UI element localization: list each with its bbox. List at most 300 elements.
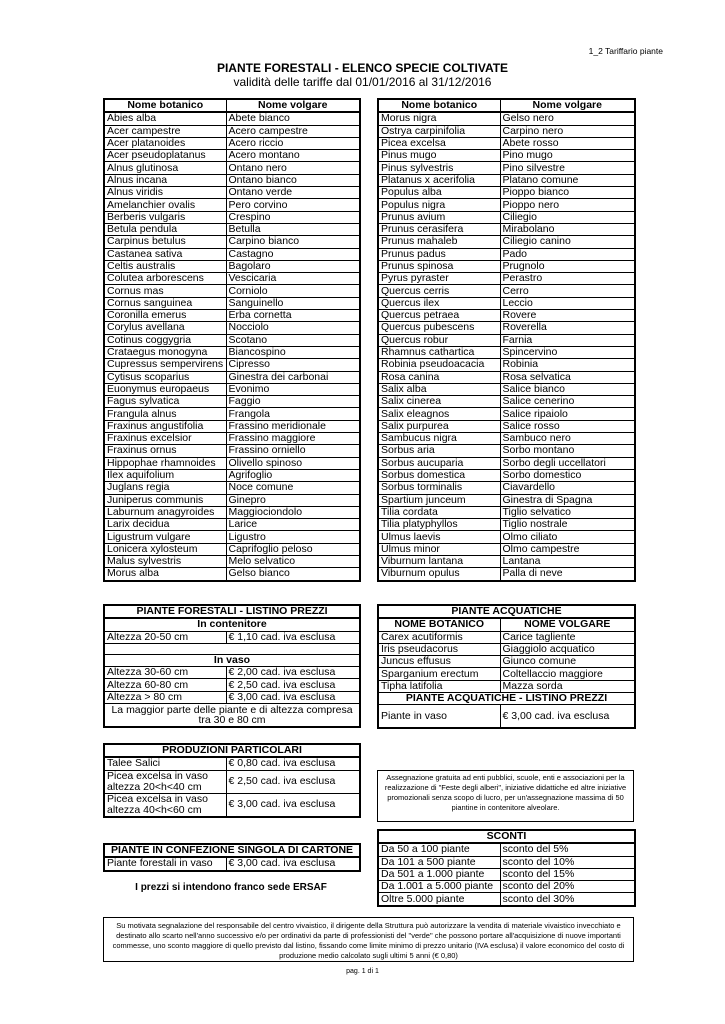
common-name: Ciavardello <box>500 482 635 494</box>
table-row <box>104 187 360 199</box>
common-name: Roverella <box>500 322 635 334</box>
table-row <box>378 843 635 856</box>
common-name: Tiglio selvatico <box>500 506 635 518</box>
botanical-name: Prunus avium <box>378 211 500 223</box>
botanical-name: Sparganium erectum <box>378 668 500 680</box>
product-label: Picea excelsa in vaso altezza 20<h<40 cm <box>104 770 226 793</box>
table-row <box>104 679 360 691</box>
common-name: Prugnolo <box>500 260 635 272</box>
botanical-name: Acer pseudoplatanus <box>104 150 226 162</box>
common-name: Frangola <box>226 408 360 420</box>
table-row <box>104 396 360 408</box>
table-row <box>378 211 635 223</box>
table-row <box>104 334 360 346</box>
botanical-name: Fraxinus excelsior <box>104 433 226 445</box>
common-name: Vescicaria <box>226 273 360 285</box>
common-name: Ontano verde <box>226 187 360 199</box>
table-row <box>104 793 360 817</box>
column-header-botanical: NOME BOTANICO <box>378 618 500 631</box>
product-label: Piante in vaso <box>378 705 500 729</box>
botanical-name: Tipha latifolia <box>378 680 500 692</box>
common-name: Giaggiolo acquatico <box>500 643 635 655</box>
common-name: Ginestra di Spagna <box>500 494 635 506</box>
common-name: Rosa selvatica <box>500 371 635 383</box>
botanical-name: Alnus incana <box>104 174 226 186</box>
table-row <box>104 420 360 432</box>
table-row <box>104 568 360 581</box>
table-row <box>378 643 635 655</box>
page-subtitle: validità delle tariffe dal 01/01/2016 al 31/12/2016 <box>233 75 492 89</box>
document-reference: 1_2 Tariffario piante <box>588 46 663 56</box>
table-row <box>104 162 360 174</box>
table-row <box>378 248 635 260</box>
botanical-name: Corylus avellana <box>104 322 226 334</box>
product-label: Piante forestali in vaso <box>104 857 226 870</box>
table-row <box>104 273 360 285</box>
aquatic-title: PIANTE ACQUATICHE <box>378 605 635 618</box>
table-row <box>378 420 635 432</box>
botanical-name: Castanea sativa <box>104 248 226 260</box>
botanical-name: Acer campestre <box>104 125 226 137</box>
table-row <box>104 383 360 395</box>
botanical-name: Juglans regia <box>104 482 226 494</box>
common-name: Corniolo <box>226 285 360 297</box>
common-name: Sorbo degli uccellatori <box>500 457 635 469</box>
botanical-name: Sorbus torminalis <box>378 482 500 494</box>
aquatic-plants-table <box>377 604 636 729</box>
common-name: Ginepro <box>226 494 360 506</box>
spacer <box>104 643 360 654</box>
botanical-name: Laburnum anagyroides <box>104 506 226 518</box>
table-row <box>378 150 635 162</box>
botanical-name: Pinus sylvestris <box>378 162 500 174</box>
common-name: Cerro <box>500 285 635 297</box>
species-table-right <box>377 98 636 582</box>
botanical-name: Sambucus nigra <box>378 433 500 445</box>
common-name: Melo selvatico <box>226 555 360 567</box>
table-row <box>104 543 360 555</box>
table-row <box>378 285 635 297</box>
common-name: Salice bianco <box>500 383 635 395</box>
table-row <box>378 396 635 408</box>
table-row <box>378 322 635 334</box>
botanical-name: Pinus mugo <box>378 150 500 162</box>
botanical-name: Acer platanoides <box>104 137 226 149</box>
pot-section-title: In vaso <box>104 654 360 666</box>
table-row <box>104 150 360 162</box>
common-name: Ligustro <box>226 531 360 543</box>
botanical-name: Fagus sylvatica <box>104 396 226 408</box>
forest-price-list-table <box>103 604 361 728</box>
table-row <box>378 531 635 543</box>
common-name: Frassino maggiore <box>226 433 360 445</box>
table-row <box>378 359 635 371</box>
discounts-title: SCONTI <box>378 830 635 843</box>
table-row <box>104 137 360 149</box>
common-name: Betulla <box>226 223 360 235</box>
quantity-range: Da 50 a 100 piante <box>378 843 500 856</box>
common-name: Frassino meridionale <box>226 420 360 432</box>
column-header-common: Nome volgare <box>226 99 360 112</box>
table-row <box>378 881 635 893</box>
common-name: Mazza sorda <box>500 680 635 692</box>
table-row <box>104 667 360 679</box>
common-name: Olmo ciliato <box>500 531 635 543</box>
botanical-name: Robinia pseudoacacia <box>378 359 500 371</box>
column-header-botanical: Nome botanico <box>104 99 226 112</box>
botanical-name: Rhamnus cathartica <box>378 346 500 358</box>
botanical-name: Salix eleagnos <box>378 408 500 420</box>
botanical-name: Morus alba <box>104 568 226 581</box>
table-row <box>378 543 635 555</box>
botanical-name: Amelanchier ovalis <box>104 199 226 211</box>
common-name: Evonimo <box>226 383 360 395</box>
botanical-name: Alnus glutinosa <box>104 162 226 174</box>
botanical-name: Platanus x acerifolia <box>378 174 500 186</box>
common-name: Lantana <box>500 555 635 567</box>
common-name: Sorbo domestico <box>500 469 635 481</box>
botanical-name: Tilia cordata <box>378 506 500 518</box>
botanical-name: Hippophae rhamnoides <box>104 457 226 469</box>
botanical-name: Abies alba <box>104 112 226 125</box>
page-title: PIANTE FORESTALI - ELENCO SPECIE COLTIVATE <box>216 61 509 75</box>
botanical-name: Quercus robur <box>378 334 500 346</box>
table-row <box>104 857 360 870</box>
common-name: Carice tagliente <box>500 631 635 643</box>
botanical-name: Ulmus minor <box>378 543 500 555</box>
table-row <box>378 260 635 272</box>
common-name: Pioppo nero <box>500 199 635 211</box>
table-row <box>104 408 360 420</box>
table-row <box>378 555 635 567</box>
botanical-name: Malus sylvestris <box>104 555 226 567</box>
common-name: Ciliegio canino <box>500 236 635 248</box>
table-row <box>104 519 360 531</box>
common-name: Acero riccio <box>226 137 360 149</box>
common-name: Noce comune <box>226 482 360 494</box>
table-row <box>104 433 360 445</box>
common-name: Spincervino <box>500 346 635 358</box>
common-name: Olmo campestre <box>500 543 635 555</box>
botanical-name: Colutea arborescens <box>104 273 226 285</box>
common-name: Sorbo montano <box>500 445 635 457</box>
botanical-name: Cornus mas <box>104 285 226 297</box>
carton-title: PIANTE IN CONFEZIONE SINGOLA DI CARTONE <box>104 844 360 857</box>
botanical-name: Prunus padus <box>378 248 500 260</box>
table-row <box>378 656 635 668</box>
common-name: Robinia <box>500 359 635 371</box>
table-row <box>104 322 360 334</box>
botanical-name: Spartium junceum <box>378 494 500 506</box>
common-name: Larice <box>226 519 360 531</box>
table-row <box>378 868 635 880</box>
botanical-name: Berberis vulgaris <box>104 211 226 223</box>
common-name: Leccio <box>500 297 635 309</box>
botanical-name: Tilia platyphyllos <box>378 519 500 531</box>
free-assignment-note: Assegnazione gratuita ad enti pubblici, scuole, enti e associazioni per la realizzazione di "Feste degli alberi", iniziative didattiche ed altre iniziative promozionali senza scopo di lucro, per un'assegnazione massima di 50 piantine in contenitore alveolare. <box>377 770 634 822</box>
botanical-name: Carex acutiformis <box>378 631 500 643</box>
table-row <box>378 506 635 518</box>
botanical-name: Coronilla emerus <box>104 310 226 322</box>
botanical-name: Salix alba <box>378 383 500 395</box>
common-name: Agrifoglio <box>226 469 360 481</box>
common-name: Pioppo bianco <box>500 187 635 199</box>
table-row <box>378 705 635 729</box>
page-number: pag. 1 di 1 <box>346 968 379 975</box>
table-row <box>378 494 635 506</box>
table-row <box>378 668 635 680</box>
botanical-name: Populus alba <box>378 187 500 199</box>
table-row <box>104 482 360 494</box>
size-label: Altezza 30-60 cm <box>104 667 226 679</box>
table-row <box>378 236 635 248</box>
product-label: Talee Salici <box>104 757 226 770</box>
price-value: € 2,50 cad. iva esclusa <box>226 770 360 793</box>
table-row <box>378 469 635 481</box>
table-row <box>378 137 635 149</box>
common-name: Ontano bianco <box>226 174 360 186</box>
common-name: Carpino nero <box>500 125 635 137</box>
carton-table <box>103 843 361 872</box>
table-row <box>104 199 360 211</box>
table-row <box>378 371 635 383</box>
botanical-name: Quercus pubescens <box>378 322 500 334</box>
common-name: Erba cornetta <box>226 310 360 322</box>
botanical-name: Quercus cerris <box>378 285 500 297</box>
botanical-name: Ligustrum vulgare <box>104 531 226 543</box>
price-value: € 3,00 cad. iva esclusa <box>500 705 635 729</box>
table-row <box>104 469 360 481</box>
quantity-range: Oltre 5.000 piante <box>378 893 500 906</box>
table-row <box>378 223 635 235</box>
discount-value: sconto del 10% <box>500 856 635 868</box>
common-name: Tiglio nostrale <box>500 519 635 531</box>
botanical-name: Salix cinerea <box>378 396 500 408</box>
special-production-title: PRODUZIONI PARTICOLARI <box>104 744 360 757</box>
common-name: Sanguinello <box>226 297 360 309</box>
botanical-name: Morus nigra <box>378 112 500 125</box>
botanical-name: Prunus cerasifera <box>378 223 500 235</box>
common-name: Pero corvino <box>226 199 360 211</box>
botanical-name: Rosa canina <box>378 371 500 383</box>
botanical-name: Larix decidua <box>104 519 226 531</box>
table-row <box>378 199 635 211</box>
botanical-name: Prunus spinosa <box>378 260 500 272</box>
botanical-name: Ilex aquifolium <box>104 469 226 481</box>
botanical-name: Ulmus laevis <box>378 531 500 543</box>
botanical-name: Lonicera xylosteum <box>104 543 226 555</box>
product-label: Picea excelsa in vaso altezza 40<h<60 cm <box>104 793 226 817</box>
discount-value: sconto del 20% <box>500 881 635 893</box>
table-row <box>104 223 360 235</box>
common-name: Giunco comune <box>500 656 635 668</box>
table-row <box>378 297 635 309</box>
common-name: Maggiociondolo <box>226 506 360 518</box>
discounts-table <box>377 829 636 907</box>
common-name: Mirabolano <box>500 223 635 235</box>
container-section-title: In contenitore <box>104 618 360 631</box>
common-name: Abete bianco <box>226 112 360 125</box>
table-row <box>378 631 635 643</box>
botanical-name: Cotinus coggygria <box>104 334 226 346</box>
botanical-name: Quercus ilex <box>378 297 500 309</box>
botanical-name: Prunus mahaleb <box>378 236 500 248</box>
price-value: € 2,50 cad. iva esclusa <box>226 679 360 691</box>
table-row <box>378 568 635 581</box>
table-row <box>104 691 360 703</box>
table-row <box>104 297 360 309</box>
botanical-name: Fraxinus angustifolia <box>104 420 226 432</box>
botanical-name: Ostrya carpinifolia <box>378 125 500 137</box>
common-name: Castagno <box>226 248 360 260</box>
price-value: € 1,10 cad. iva esclusa <box>226 631 360 643</box>
common-name: Salice rosso <box>500 420 635 432</box>
table-row <box>104 174 360 186</box>
table-row <box>378 273 635 285</box>
botanical-name: Salix purpurea <box>378 420 500 432</box>
table-row <box>104 248 360 260</box>
column-header-common: Nome volgare <box>500 99 635 112</box>
table-row <box>378 445 635 457</box>
common-name: Salice cenerino <box>500 396 635 408</box>
table-row <box>378 125 635 137</box>
price-value: € 0,80 cad. iva esclusa <box>226 757 360 770</box>
botanical-name: Juniperus communis <box>104 494 226 506</box>
common-name: Frassino orniello <box>226 445 360 457</box>
botanical-name: Alnus viridis <box>104 187 226 199</box>
table-row <box>104 555 360 567</box>
table-row <box>104 112 360 125</box>
table-row <box>104 457 360 469</box>
price-list-title: PIANTE FORESTALI - LISTINO PREZZI <box>104 605 360 618</box>
botanical-name: Iris pseudacorus <box>378 643 500 655</box>
common-name: Palla di neve <box>500 568 635 581</box>
table-row <box>104 285 360 297</box>
table-row <box>378 162 635 174</box>
common-name: Bagolaro <box>226 260 360 272</box>
common-name: Pado <box>500 248 635 260</box>
table-row <box>378 433 635 445</box>
common-name: Scotano <box>226 334 360 346</box>
common-name: Ciliegio <box>500 211 635 223</box>
botanical-name: Picea excelsa <box>378 137 500 149</box>
table-row <box>378 519 635 531</box>
common-name: Salice ripaiolo <box>500 408 635 420</box>
table-row <box>104 310 360 322</box>
common-name: Olivello spinoso <box>226 457 360 469</box>
table-row <box>378 383 635 395</box>
table-row <box>104 211 360 223</box>
common-name: Abete rosso <box>500 137 635 149</box>
botanical-name: Sorbus domestica <box>378 469 500 481</box>
common-name: Biancospino <box>226 346 360 358</box>
botanical-name: Frangula alnus <box>104 408 226 420</box>
column-header-common: NOME VOLGARE <box>500 618 635 631</box>
botanical-name: Populus nigra <box>378 199 500 211</box>
table-row <box>104 770 360 793</box>
table-row <box>104 631 360 643</box>
table-row <box>104 531 360 543</box>
table-row <box>378 310 635 322</box>
size-label: Altezza 60-80 cm <box>104 679 226 691</box>
table-row <box>378 334 635 346</box>
table-row <box>378 482 635 494</box>
botanical-name: Cornus sanguinea <box>104 297 226 309</box>
common-name: Coltellaccio maggiore <box>500 668 635 680</box>
price-value: € 3,00 cad. iva esclusa <box>226 857 360 870</box>
table-row <box>104 494 360 506</box>
common-name: Farnia <box>500 334 635 346</box>
common-name: Nocciolo <box>226 322 360 334</box>
table-row <box>104 445 360 457</box>
column-header-botanical: Nome botanico <box>378 99 500 112</box>
botanical-name: Betula pendula <box>104 223 226 235</box>
common-name: Ontano nero <box>226 162 360 174</box>
botanical-name: Sorbus aucuparia <box>378 457 500 469</box>
botanical-name: Carpinus betulus <box>104 236 226 248</box>
botanical-name: Cytisus scoparius <box>104 371 226 383</box>
botanical-name: Celtis australis <box>104 260 226 272</box>
common-name: Acero montano <box>226 150 360 162</box>
botanical-name: Quercus petraea <box>378 310 500 322</box>
table-row <box>378 893 635 906</box>
table-row <box>378 457 635 469</box>
discount-value: sconto del 5% <box>500 843 635 856</box>
common-name: Rovere <box>500 310 635 322</box>
botanical-name: Crataegus monogyna <box>104 346 226 358</box>
table-row <box>104 506 360 518</box>
table-row <box>378 112 635 125</box>
discount-value: sconto del 15% <box>500 868 635 880</box>
table-row <box>378 174 635 186</box>
common-name: Pino mugo <box>500 150 635 162</box>
aquatic-price-title: PIANTE ACQUATICHE - LISTINO PREZZI <box>378 693 635 705</box>
price-value: € 3,00 cad. iva esclusa <box>226 691 360 703</box>
common-name: Pino silvestre <box>500 162 635 174</box>
common-name: Caprifoglio peloso <box>226 543 360 555</box>
footer-note: Su motivata segnalazione del responsabile del centro vivaistico, il dirigente della Struttura può autorizzare la vendita di materiale vivaistico invecchiato e destinato allo scarto nell'anno successivo e/o per ordinativi da parte di professionisti del "verde" che possono portare all'acquisizione di nuove importanti commesse, uno sconto maggiore di quello previsto dal listino, fissando come limite minimo di prezzo unitario (IVA esclusa) il valore economico del costo di produzione medio calcolato sugli ultimi 5 anni (€ 0,80) <box>103 917 634 962</box>
table-row <box>104 125 360 137</box>
common-name: Gelso bianco <box>226 568 360 581</box>
special-production-table <box>103 743 361 818</box>
common-name: Faggio <box>226 396 360 408</box>
botanical-name: Viburnum lantana <box>378 555 500 567</box>
table-row <box>104 371 360 383</box>
table-row <box>378 408 635 420</box>
botanical-name: Viburnum opulus <box>378 568 500 581</box>
quantity-range: Da 1.001 a 5.000 piante <box>378 881 500 893</box>
botanical-name: Pyrus pyraster <box>378 273 500 285</box>
common-name: Ginestra dei carbonai <box>226 371 360 383</box>
botanical-name: Juncus effusus <box>378 656 500 668</box>
common-name: Crespino <box>226 211 360 223</box>
discount-value: sconto del 30% <box>500 893 635 906</box>
botanical-name: Fraxinus ornus <box>104 445 226 457</box>
table-row <box>104 260 360 272</box>
quantity-range: Da 101 a 500 piante <box>378 856 500 868</box>
common-name: Cipresso <box>226 359 360 371</box>
table-row <box>104 359 360 371</box>
franco-note: I prezzi si intendono franco sede ERSAF <box>135 882 327 893</box>
botanical-name: Euonymus europaeus <box>104 383 226 395</box>
price-value: € 3,00 cad. iva esclusa <box>226 793 360 817</box>
table-row <box>378 187 635 199</box>
common-name: Perastro <box>500 273 635 285</box>
common-name: Platano comune <box>500 174 635 186</box>
common-name: Sambuco nero <box>500 433 635 445</box>
size-label: Altezza 20-50 cm <box>104 631 226 643</box>
botanical-name: Sorbus aria <box>378 445 500 457</box>
